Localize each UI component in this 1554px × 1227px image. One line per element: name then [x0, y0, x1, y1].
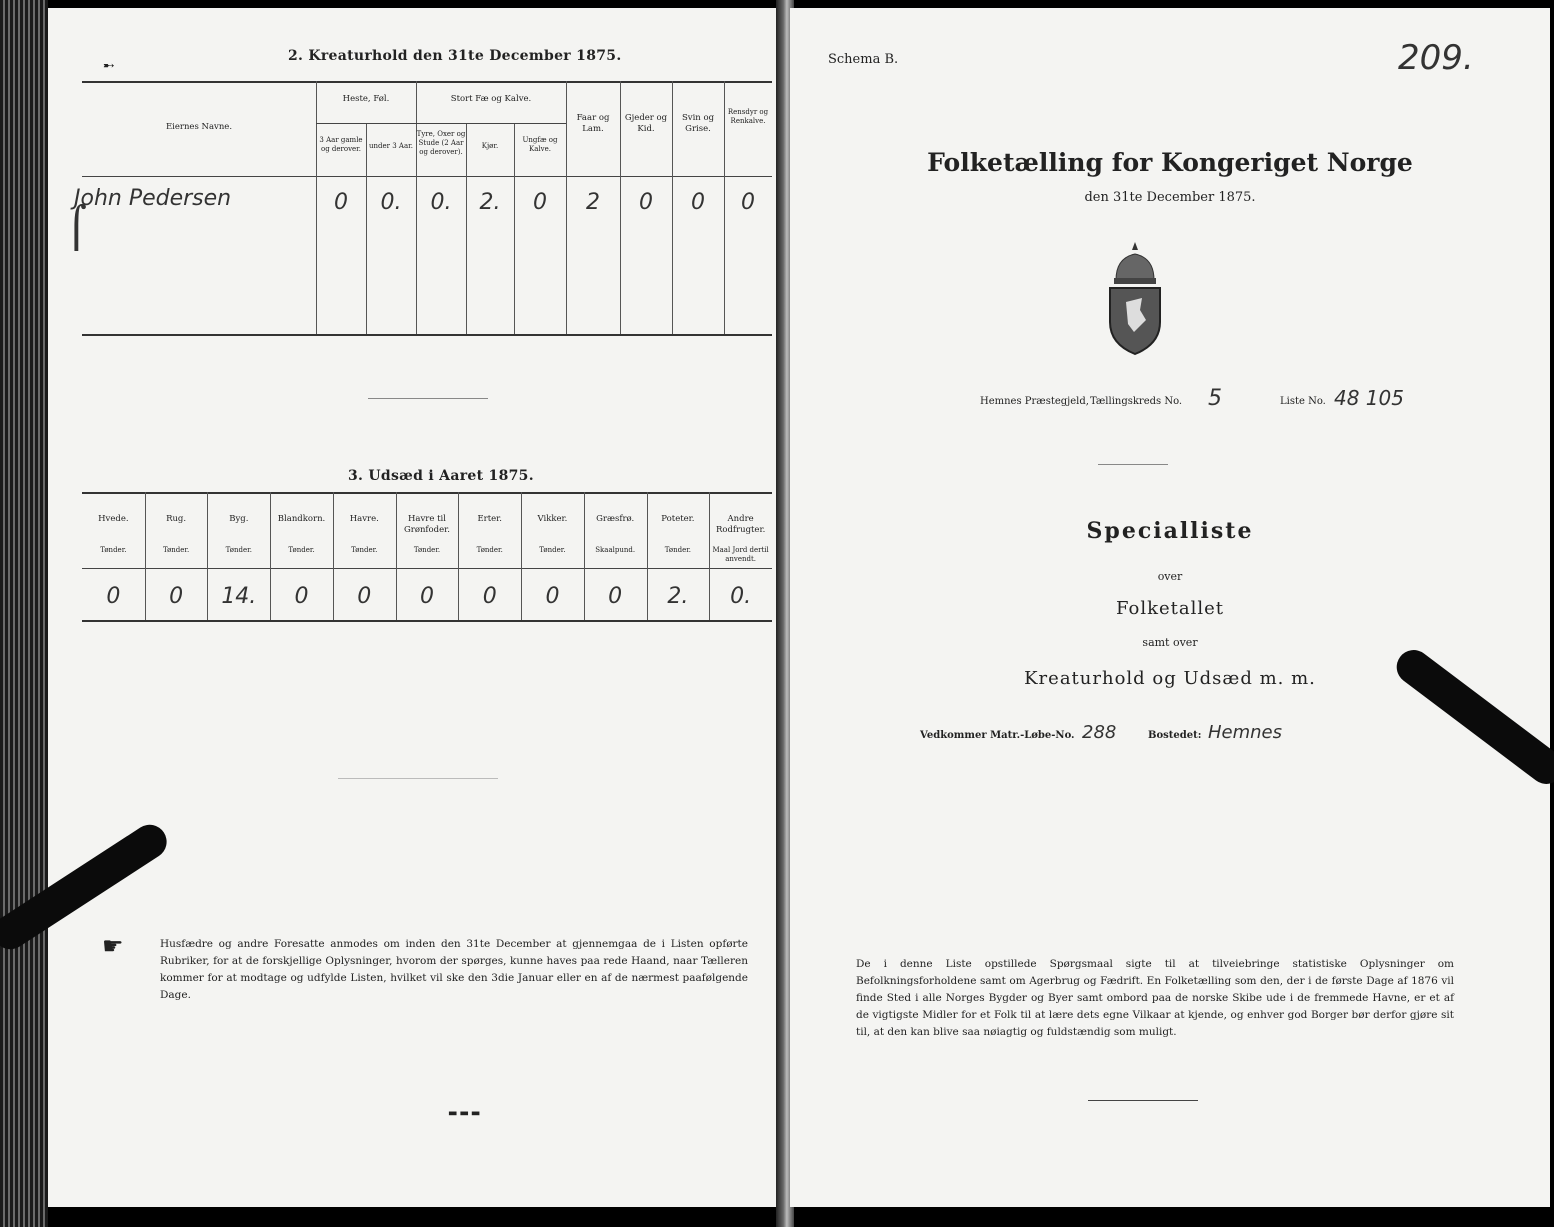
pen-mark: ➸: [103, 58, 115, 74]
column-divider: [366, 123, 367, 334]
name-flourish: ⌠: [66, 205, 87, 251]
crop-value: 0: [482, 584, 497, 609]
book-edge: [0, 0, 48, 1227]
crop-header: Havre til Grønfoder.: [403, 514, 450, 535]
liste-value: 48 105: [1334, 386, 1404, 410]
crop-header: Rug.: [166, 514, 187, 524]
samt-text: samt over: [1142, 636, 1198, 649]
footer-mark: ▬▬▬: [448, 1108, 483, 1119]
column-divider: [514, 123, 515, 334]
table-rule: [82, 334, 772, 336]
separator: [368, 398, 488, 399]
page-number: 209.: [1398, 38, 1474, 78]
heste-a-header: 3 Aar gamle og derover.: [319, 136, 363, 153]
owner-name: John Pedersen: [74, 186, 232, 211]
crop-value: 2.: [667, 584, 689, 609]
schema-label: Schema B.: [828, 52, 899, 67]
heste-b-header: under 3 Aar.: [369, 142, 413, 150]
crop-unit: Tønder.: [162, 546, 190, 554]
livestock-value: 2: [586, 190, 600, 215]
crop-header: Græsfrø.: [596, 514, 635, 524]
crop-value: 0: [357, 584, 372, 609]
right-page: [790, 8, 1550, 1207]
kjer-header: Kjør.: [481, 142, 499, 150]
crop-unit: Tønder.: [100, 546, 127, 554]
table-rule: [82, 568, 772, 569]
notice-text: Husfædre og andre Foresatte anmodes om inden den 31te December at gjennemgaa de i Listen opførte Rubriker, for at de forskjellige Oplysninger, hvorom der spørges, kunne haves paa rede Haand, naar Tælleren kommer for at modtage og udfylde Listen, hvilket vil ske den 3die Januar eller en af de nærmest paafølgende Dage.: [160, 938, 748, 1001]
crop-header: Byg.: [229, 514, 249, 524]
kreaturhold-text: Kreaturhold og Udsæd m. m.: [1024, 668, 1316, 689]
livestock-value: 0: [639, 190, 653, 215]
livestock-value: 0: [741, 190, 755, 215]
table-rule: [82, 176, 772, 177]
svin-header: Svin og Grise.: [681, 113, 715, 134]
table-rule: [82, 492, 772, 494]
kreds-value: 5: [1208, 386, 1222, 411]
section2-title: 2. Kreaturhold den 31te December 1875.: [288, 48, 622, 64]
crop-value: 0: [294, 584, 309, 609]
livestock-value: 0: [533, 190, 547, 215]
crop-unit: Maal Jord dertil anvendt.: [712, 546, 769, 563]
census-date: den 31te December 1875.: [1084, 190, 1256, 205]
owner-header: Eiernes Navne.: [165, 122, 233, 132]
crop-value: 0.: [730, 584, 752, 609]
crop-unit: Tønder.: [476, 546, 503, 554]
livestock-value: 0.: [380, 190, 402, 215]
crop-header: Poteter.: [661, 514, 695, 524]
bosted-label: Bostedet:: [1148, 730, 1202, 741]
left-page: [48, 8, 778, 1207]
crop-value: 0: [608, 584, 623, 609]
crop-header: Hvede.: [98, 514, 129, 524]
crop-unit: Tønder.: [664, 546, 692, 554]
crop-unit: Skaalpund.: [595, 546, 636, 554]
separator: [1098, 464, 1168, 465]
crop-header: Vikker.: [537, 514, 568, 524]
over-text: over: [1157, 570, 1183, 583]
tyre-header: Tyre, Oxer og Stude (2 Aar og derover).: [416, 130, 466, 156]
rensdyr-header: Rensdyr og Renkalve.: [727, 108, 769, 125]
crop-unit: Tønder.: [413, 546, 441, 554]
stort-group-header: Stort Fæ og Kalve.: [450, 94, 532, 104]
bosted-value: Hemnes: [1208, 722, 1283, 743]
footer-text: De i denne Liste opstillede Spørgsmaal sigte til at tilveiebringe statistiske Oplysninger om Befolkningsforholdene samt om Agerbrug og Fædrift. En Folketælling som den, der i de første Dage af 1876 vil finde Sted i alle Norges Bygder og Byer samt ombord paa de norske Skibe ude i de fremmede Havne, er et af de vigtigste Midler for et Folk til at lære dets egne Vilkaar at kjende, og enhver god Borger bør derfor gjøre sit til, at den kan blive saa nøiagtig og fuldstændig som muligt.: [856, 958, 1454, 1038]
heste-group-header: Heste, Føl.: [342, 94, 390, 104]
crop-unit: Tønder.: [225, 546, 252, 554]
table-rule: [82, 620, 772, 622]
gjeder-header: Gjeder og Kid.: [624, 113, 668, 134]
crop-unit: Tønder.: [288, 546, 315, 554]
kreds-label: Tællingskreds No.: [1090, 396, 1183, 407]
crop-value: 0: [106, 584, 121, 609]
specialliste-title: Specialliste: [1086, 518, 1254, 544]
coat-of-arms-icon: [1104, 240, 1166, 358]
crop-value: 0: [419, 584, 434, 609]
livestock-value: 0: [691, 190, 705, 215]
crop-header: Blandkorn.: [277, 514, 326, 524]
separator: [1088, 1100, 1198, 1101]
matr-label: Vedkommer Matr.-Løbe-No.: [920, 730, 1075, 741]
matr-value: 288: [1082, 722, 1117, 743]
main-title: Folketælling for Kongeriget Norge: [927, 148, 1413, 177]
faar-header: Faar og Lam.: [576, 113, 610, 134]
crop-header: Havre.: [349, 514, 379, 524]
folketallet-text: Folketallet: [1115, 598, 1225, 619]
table-rule: [82, 81, 772, 83]
section3-title: 3. Udsæd i Aaret 1875.: [348, 468, 534, 484]
prestegjeld-label: Hemnes Præstegjeld,: [980, 396, 1089, 407]
pointing-hand-icon: ☛: [102, 932, 124, 960]
column-divider: [466, 123, 467, 334]
crop-value: 0: [545, 584, 560, 609]
livestock-value: 0: [334, 190, 348, 215]
livestock-value: 0.: [430, 190, 452, 215]
crop-unit: Tønder.: [351, 546, 378, 554]
liste-label: Liste No.: [1280, 396, 1326, 407]
livestock-value: 2.: [479, 190, 501, 215]
ungfae-header: Ungfæ og Kalve.: [522, 136, 558, 153]
separator: [338, 778, 498, 779]
crop-unit: Tønder.: [539, 546, 566, 554]
crop-header: Erter.: [477, 514, 502, 524]
crop-value: 0: [169, 584, 184, 609]
crop-value: 14.: [221, 584, 257, 609]
crop-header: Andre Rodfrugter.: [715, 514, 766, 535]
table-rule: [316, 123, 566, 124]
